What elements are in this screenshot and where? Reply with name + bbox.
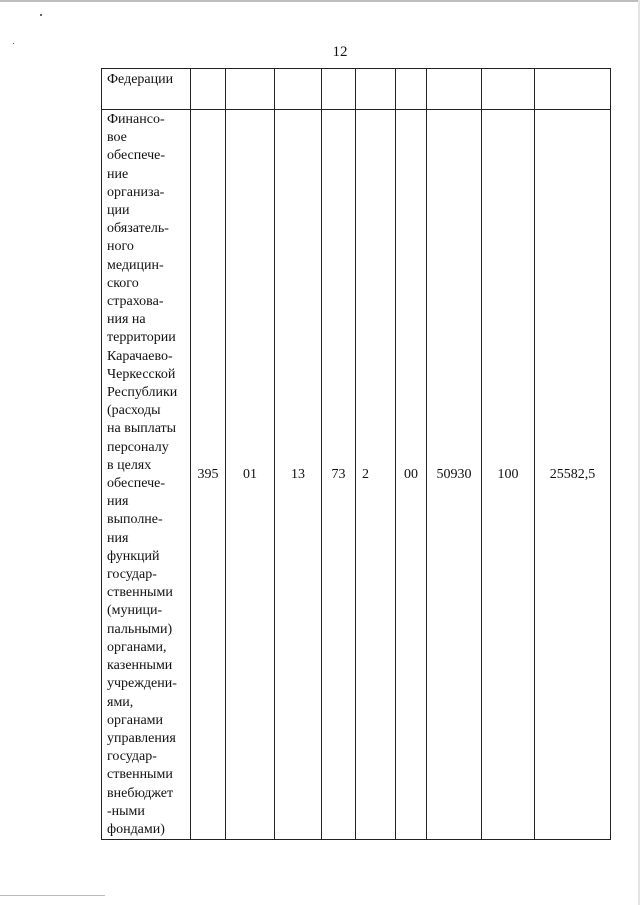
name-line: органами	[107, 712, 164, 728]
subprogram-code-cell: 2	[356, 110, 396, 840]
name-line: обеспече-	[107, 476, 165, 492]
table-cell	[535, 69, 611, 110]
name-line: внебюджет	[107, 785, 174, 801]
expense-type-cell: 100	[482, 110, 535, 840]
name-line: в целях	[107, 457, 152, 473]
name-line: выполне-	[107, 512, 163, 528]
name-line: государ-	[107, 567, 157, 583]
table-cell	[482, 69, 535, 110]
bottom-rule	[0, 895, 105, 896]
name-line: медицин-	[107, 257, 164, 273]
name-line: (муници-	[107, 603, 163, 619]
scan-speck	[40, 14, 42, 16]
table-cell	[322, 69, 356, 110]
budget-table	[101, 68, 611, 840]
page-number: 12	[332, 44, 348, 60]
name-line: ния	[107, 530, 129, 546]
table-row	[102, 69, 611, 110]
event-code-cell: 00	[396, 110, 427, 840]
name-line: функций	[107, 548, 160, 564]
name-line: организа-	[107, 184, 165, 200]
direction-code-cell: 50930	[427, 110, 482, 840]
table-cell	[226, 69, 275, 110]
section-code-cell: 01	[226, 110, 275, 840]
name-line: ния	[107, 494, 129, 510]
name-line: государ-	[107, 749, 157, 765]
table-row	[102, 110, 611, 840]
name-line: персоналу	[107, 439, 169, 455]
row-name-cell	[102, 110, 191, 840]
name-line: обеспече-	[107, 148, 165, 164]
name-line: вое	[107, 130, 127, 146]
table-cell	[191, 69, 226, 110]
name-line: ного	[107, 239, 134, 255]
name-line: (расходы	[107, 403, 161, 419]
budget-code-cell: 395	[191, 110, 226, 840]
name-line: Карачаево-	[107, 348, 173, 364]
name-line: ние	[107, 166, 129, 182]
name-line: обязатель-	[107, 221, 169, 237]
name-line: -ными	[107, 803, 145, 819]
table-cell	[427, 69, 482, 110]
row-name-cell: Федерации	[102, 69, 191, 110]
program-code-cell: 73	[322, 110, 356, 840]
name-line: учреждени-	[107, 676, 177, 692]
table-cell	[275, 69, 322, 110]
amount-cell: 25582,5	[535, 110, 611, 840]
name-line: на выплаты	[107, 421, 177, 437]
subsection-code-cell: 13	[275, 110, 322, 840]
name-line: страхова-	[107, 294, 164, 310]
name-line: ского	[107, 275, 139, 291]
name-line: ственными	[107, 767, 173, 783]
name-line: пальными)	[107, 621, 173, 637]
name-line: ями,	[107, 694, 134, 710]
name-line: управления	[107, 730, 176, 746]
name-line: казенными	[107, 658, 173, 674]
name-line: Республики	[107, 385, 178, 401]
page-top-edge	[0, 0, 640, 2]
name-line: Черкесской	[107, 366, 176, 382]
name-line: ции	[107, 203, 130, 219]
name-line: фондами)	[107, 821, 165, 837]
name-line: органами,	[107, 639, 167, 655]
name-line: территории	[107, 330, 176, 346]
name-line: Финансо-	[107, 112, 165, 127]
table-cell	[396, 69, 427, 110]
name-line: ния на	[107, 312, 146, 328]
name-line: ственными	[107, 585, 173, 601]
table-cell	[356, 69, 396, 110]
